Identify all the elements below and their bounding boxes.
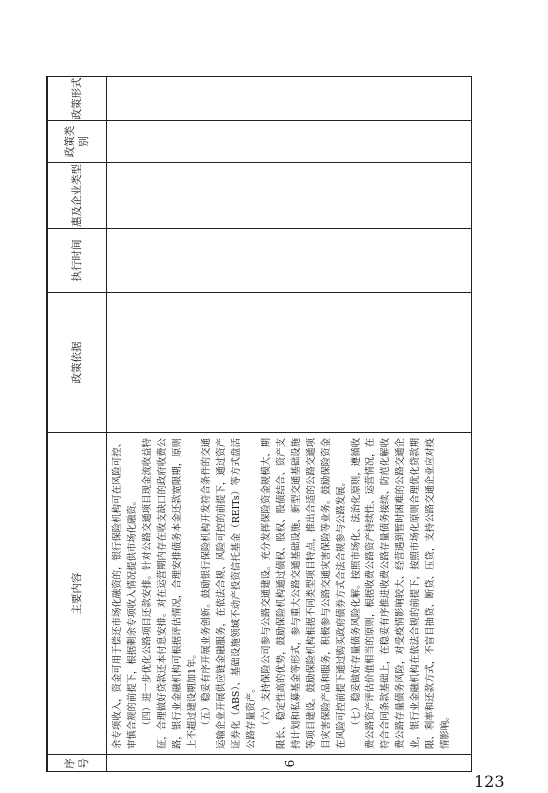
- table-header-row: [48, 77, 107, 773]
- row-content: [107, 433, 473, 755]
- row-category: [107, 121, 473, 163]
- header-time: 执行时间: [48, 229, 107, 293]
- header-beneficiary: 惠及企业类型: [48, 163, 107, 229]
- policy-table-frame: [46, 76, 472, 772]
- policy-table: [47, 76, 472, 772]
- content-paragraph: （四）进一步优化公路项目还款安排。针对公路交通项目现金流收益特征，合理做好贷款还本付息安排。对在运营期内存在收支缺口的政府收费公路，银行业金融机构可根据评估情况，合理安排债务本金还款宽限期，原则上不超过建设期加1年。: [141, 438, 198, 749]
- content-paragraph: （七）稳妥做好存量债务风险化解。按照市场化、法治化原则，遵循收费公路资产评估价值相当的原则，根据收费公路资产持续性、运营情况，在符合合同条款基础上，在稳妥有序推进收费公路存量债务接续、防范化解收费公路存量债务风险，对受疫情影响较大、经营遇到暂时困难的公路交通企业，银行业金融机构在依法合规的前提下，按照市场化原则合理优化贷款期限、利率和还款方式，不盲目抽贷、断贷、压贷，支持公路交通企业应对疫情影响。: [350, 438, 451, 749]
- header-seq: 序号: [48, 755, 107, 773]
- header-form: 政策形式: [48, 77, 107, 121]
- header-content: 主要内容: [48, 433, 107, 755]
- row-basis: [107, 293, 473, 433]
- content-paragraph: （五）稳妥有序开展业务创新。鼓励银行保险机构开发符合条件的交通运输企业开展供应链金融服务，在依法合规、风险可控的前提下，通过资产证券化（ABS）、基础设施领域不动产投资信托基金（REITs）等方式盘活公路存量资产。: [201, 438, 258, 749]
- row-form: [107, 77, 473, 121]
- row-beneficiary: [107, 163, 473, 229]
- row-time: [107, 229, 473, 293]
- table-row: [107, 77, 473, 773]
- row-seq: 6: [107, 755, 473, 773]
- page-number: 123: [474, 772, 505, 791]
- rotated-table-container: [47, 77, 472, 772]
- header-category: 政策类别: [48, 121, 107, 163]
- content-paragraph: （六）支持保险公司参与公路交通建设。充分发挥保险资金规模大、期限长、稳定性高的优势，鼓励保险机构通过债权、股权、股债结合、资产支持计划和私募基金等形式，参与重大公路交通基础设施、新型交通基础设施等项目建设。鼓励保险机构根据不同类型项目特点，推出合适的公路交通项目灾害保险产品和服务，积极参与公路交通灾害保险等业务。鼓励保险资金在风险可控前提下通过购买政府债券方式合法合规参与公路发展。: [261, 438, 347, 749]
- header-basis: 政策依据: [48, 293, 107, 433]
- content-paragraph: 余专项收入，资金可用于偿还市场化融资的，银行保险机构可在风险可控、审慎合规的前提下，根据剩余专项收入情况提供市场化融资。: [112, 438, 138, 749]
